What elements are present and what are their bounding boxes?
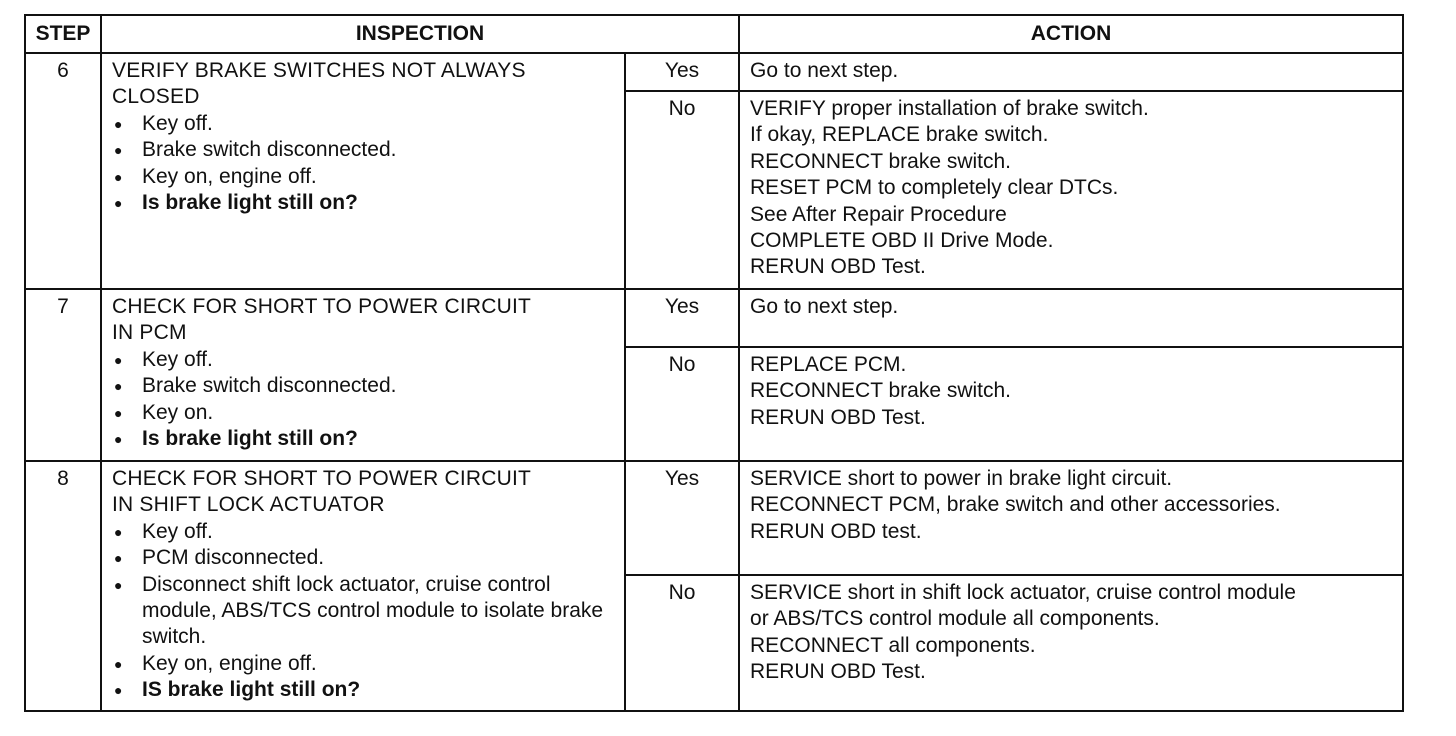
check-item: ● Brake switch disconnected. <box>112 137 614 163</box>
inspection-title-line: CHECK FOR SHORT TO POWER CIRCUIT <box>112 467 532 490</box>
inspection-cell <box>101 461 625 711</box>
check-item: ● Key off. <box>112 347 614 373</box>
check-item: ● Brake switch disconnected. <box>112 373 614 399</box>
check-list <box>112 111 614 217</box>
inspection-cell <box>101 289 625 461</box>
no-label: No <box>625 347 739 461</box>
yes-label: Yes <box>625 289 739 347</box>
no-label: No <box>625 91 739 289</box>
yes-action-cell <box>739 53 1403 91</box>
action-line: VERIFY proper installation of brake switch. <box>750 97 1149 120</box>
diagnostic-table <box>24 14 1404 712</box>
check-list <box>112 519 614 704</box>
yes-action-cell <box>739 461 1403 575</box>
action-line: RERUN OBD Test. <box>750 405 926 429</box>
check-item: ● PCM disconnected. <box>112 545 614 571</box>
check-item: ● Key on, engine off. <box>112 164 614 190</box>
action-line: If okay, REPLACE brake switch. <box>750 123 1049 147</box>
header-inspection: INSPECTION <box>101 15 739 53</box>
action-line: RECONNECT PCM, brake switch and other accessories. <box>750 493 1281 517</box>
action-line: Go to next step. <box>750 295 899 318</box>
yes-action-cell <box>739 289 1403 347</box>
step-number: 7 <box>25 289 101 461</box>
yes-label: Yes <box>625 53 739 91</box>
check-item: ● IS brake light still on? <box>112 677 614 703</box>
action-line: RECONNECT brake switch. <box>750 149 1012 173</box>
header-action: ACTION <box>739 15 1403 53</box>
table-body <box>25 53 1403 711</box>
check-list <box>112 347 614 453</box>
header-step: STEP <box>25 15 101 53</box>
inspection-title-line: IN PCM <box>112 321 187 345</box>
inspection-title-line: CLOSED <box>112 85 200 109</box>
action-line: or ABS/TCS control module all components. <box>750 607 1160 631</box>
action-line: RERUN OBD test. <box>750 519 922 543</box>
check-item: ● Key on, engine off. <box>112 651 614 677</box>
action-line: RERUN OBD Test. <box>750 255 926 279</box>
yes-label: Yes <box>625 461 739 575</box>
check-item: ● Key off. <box>112 111 614 137</box>
no-action-cell <box>739 347 1403 461</box>
action-line: REPLACE PCM. <box>750 353 907 376</box>
no-action-cell <box>739 575 1403 711</box>
action-line: See After Repair Procedure <box>750 202 1007 226</box>
action-line: RECONNECT brake switch. <box>750 379 1012 403</box>
step-number: 6 <box>25 53 101 289</box>
step-number: 8 <box>25 461 101 711</box>
action-line: RECONNECT all components. <box>750 633 1036 657</box>
check-item: ● Key on. <box>112 400 614 426</box>
no-label: No <box>625 575 739 711</box>
inspection-title-line: IN SHIFT LOCK ACTUATOR <box>112 493 385 517</box>
step-row-7-yes <box>25 289 1403 347</box>
check-item: ● Is brake light still on? <box>112 426 614 452</box>
action-line: RESET PCM to completely clear DTCs. <box>750 176 1119 200</box>
step-row-6-yes <box>25 53 1403 91</box>
header-row <box>25 15 1403 53</box>
no-action-cell <box>739 91 1403 289</box>
action-line: COMPLETE OBD II Drive Mode. <box>750 229 1054 253</box>
check-item: ● Is brake light still on? <box>112 190 614 216</box>
check-item: ● Key off. <box>112 519 614 545</box>
inspection-title-line: VERIFY BRAKE SWITCHES NOT ALWAYS <box>112 59 526 82</box>
step-row-8-yes <box>25 461 1403 575</box>
action-line: SERVICE short to power in brake light circuit. <box>750 467 1173 490</box>
check-item: ● Disconnect shift lock actuator, cruise control module, ABS/TCS control module to isolate brake switch. <box>112 572 614 651</box>
inspection-cell <box>101 53 625 289</box>
action-line: RERUN OBD Test. <box>750 660 926 684</box>
action-line: SERVICE short in shift lock actuator, cruise control module <box>750 581 1296 604</box>
action-line: Go to next step. <box>750 59 899 82</box>
inspection-title-line: CHECK FOR SHORT TO POWER CIRCUIT <box>112 295 532 318</box>
